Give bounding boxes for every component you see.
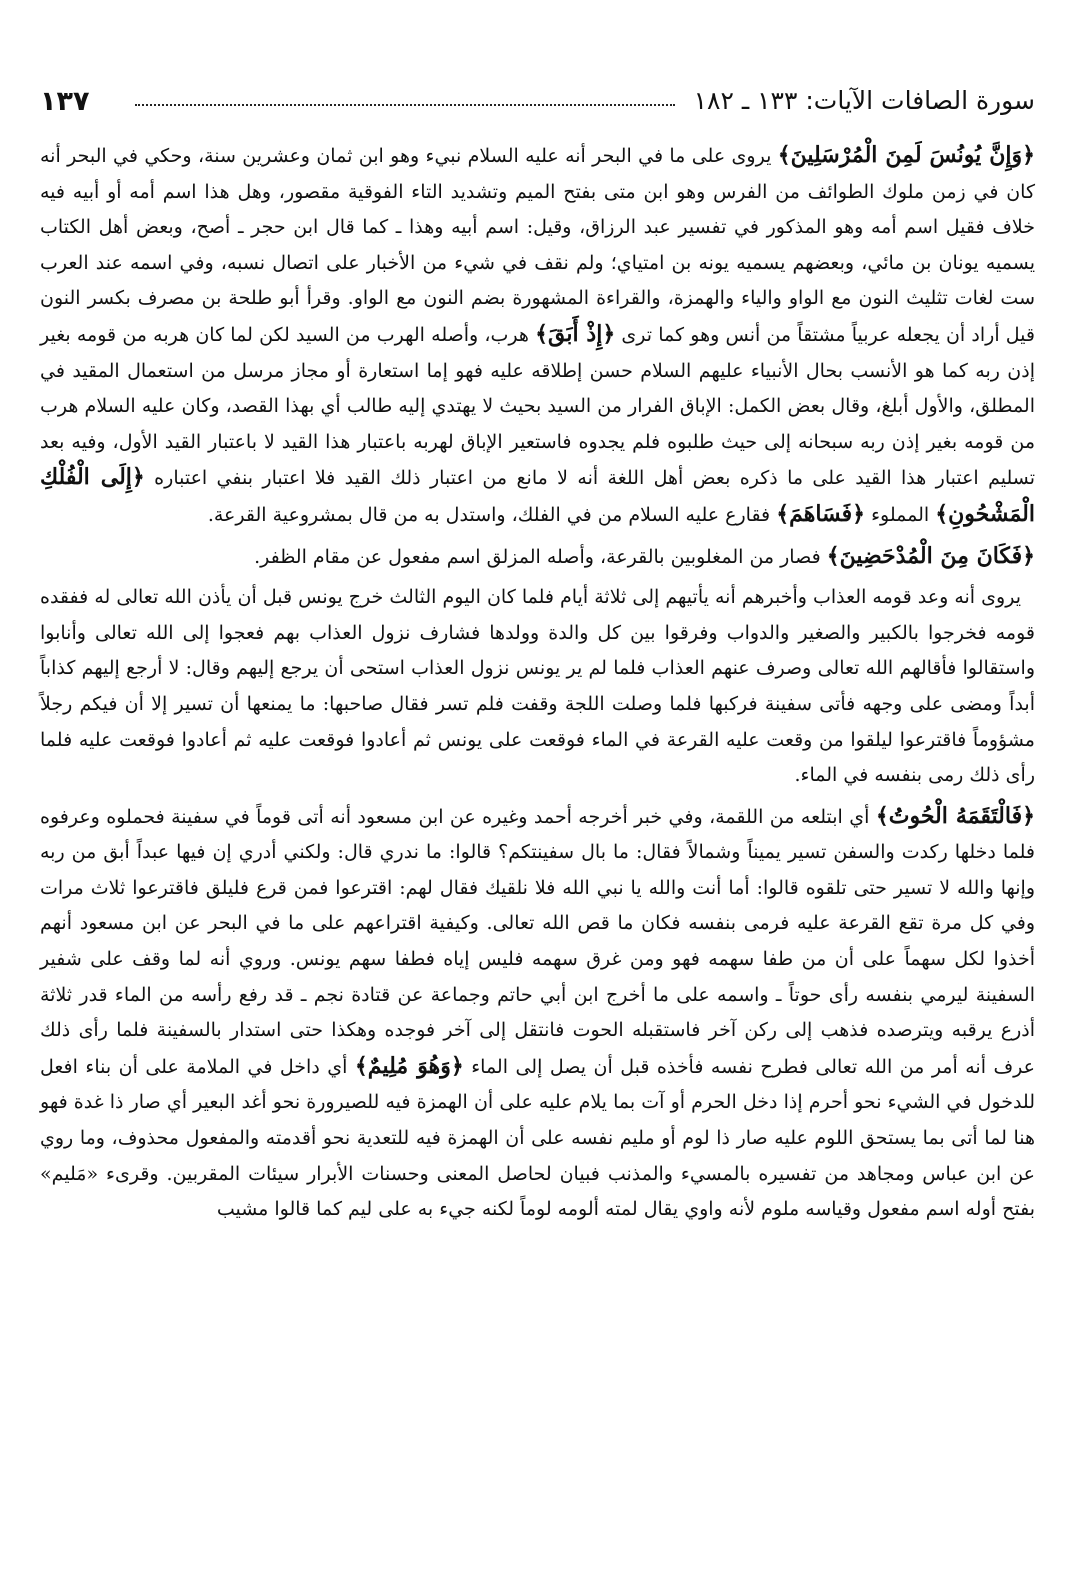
header-dot-leader: [135, 104, 675, 106]
quran-verse: ﴿فَالْتَقَمَهُ الْحُوتُ﴾: [875, 802, 1035, 829]
paragraph: [40, 138, 1035, 534]
commentary-text: يروى أنه وعد قومه العذاب وأخبرهم أنه يأتيهم إلى ثلاثة أيام فلما كان اليوم الثالث خرج يونس قبل أن يأذن الله تعالى له ففقده قومه فخرجوا بالكبير والصغير والدواب وفرقوا بين كل والدة وولدها فشارف نزول العذاب بهم فعجوا إلى الله تعالى وأنابوا واستقالوا فأقالهم الله تعالى وصرف عنهم العذاب فلما لم ير يونس نزول العذاب استحى أن يرجع إليهم وقال: لا أرجع إليهم كذاباً أبداً ومضى على وجهه فأتى سفينة فركبها فلما وصلت اللجة وقفت فلم تسر فقال صاحبها: ما يمنعها أن تسير إلا أن فيكم رجلاً مشؤوماً فاقترعوا ليلقوا من وقعت عليه القرعة في الماء فوقعت على يونس ثم أعادوا فوقعت عليه ثم أعادوا فوقعت عليه فلما رأى ذلك رمى بنفسه في الماء.: [40, 586, 1035, 787]
paragraph: [40, 799, 1035, 1228]
body-text: [40, 138, 1035, 1228]
quran-verse: ﴿إِلَى الْفُلْكِ الْمَشْحُونِ﴾: [40, 464, 1035, 527]
quran-verse: ﴿وَإِنَّ يُونُسَ لَمِنَ الْمُرْسَلِينَ﴾: [777, 142, 1035, 168]
commentary-text: فقارع عليه السلام من في الفلك، واستدل به من قال بمشروعية القرعة.: [207, 503, 777, 526]
chapter-title: سورة الصافات الآيات: ١٣٣ ـ ١٨٢: [693, 86, 1035, 115]
paragraph: [40, 580, 1035, 794]
commentary-text: أي داخل في الملامة على أن بناء افعل للدخول في الشيء نحو أحرم إذا دخل الحرم أو آت بما يلام عليه على أن الهمزة فيه للصيرورة نحو أغد البعير أي صار ذا غدة فهو هنا لما أتى بما يستحق اللوم عليه صار ذا لوم أو مليم نفسه على أن الهمزة فيه للتعدية نحو أقدمته والمفعول محذوف، وما روي عن ابن عباس ومجاهد من تفسيره بالمسيء والمذنب فبيان لحاصل المعنى وحسنات الأبرار سيئات المقربين. وقرىء «مَليم» بفتح أوله اسم مفعول وقياسه ملوم لأنه واوي يقال لمته ألومه لوماً لكنه جيء به على ليم كما قالوا مشيب: [40, 1055, 1035, 1221]
page-number: ١٣٧: [40, 86, 90, 117]
paragraph: [40, 539, 1035, 576]
quran-verse: ﴿فَسَاهَمَ﴾: [776, 500, 866, 527]
commentary-text: أي ابتلعه من اللقمة، وفي خبر أخرجه أحمد وغيره عن ابن مسعود أنه أتى قوماً في سفينة فحملوه وعرفوه فلما دخلها ركدت والسفن تسير يميناً وشمالاً فقال: ما بال سفينتكم؟ قالوا: ما ندري قال: ولكني أدري إن فيها عبداً أبق من ربه وإنها والله لا تسير حتى تلقوه قالوا: أما أنت والله يا نبي الله فلا نلقيك فقال لهم: اقترعوا فمن قرع فليلق فاقترعوا ثلاث مرات وفي كل مرة تقع القرعة عليه فرمى بنفسه فكان ما قص الله تعالى. وكيفية اقتراعهم على ما في البحر عن ابن مسعود أنهم أخذوا لكل سهماً على أن من طفا سهمه فهو ومن غرق سهمه فليس إياه فطفا سهم يونس. وروي أنه لما وقف على شفير السفينة ليرمي بنفسه رأى حوتاً ـ واسمه على ما أخرج ابن أبي حاتم وجماعة عن قتادة نجم ـ قد رفع رأسه من الماء قدر ثلاثة أذرع يرقبه ويترصده فذهب إلى ركن آخر فاستقبله الحوت فانتقل إلى آخر فوجده وهكذا حتى استدار بالسفينة فلما رأى ذلك عرف أنه أمر من الله تعالى فطرح نفسه فأخذه قبل أن يصل إلى الماء: [40, 805, 1035, 1078]
running-header: [40, 82, 1035, 122]
commentary-text: هرب، وأصله الهرب من السيد لكن لما كان هربه من قومه بغير إذن ربه كما هو الأنسب بحال الأنبياء عليهم السلام حسن إطلاقه عليه فهو إما استعارة أو مجاز مرسل من استعمال المقيد في المطلق، والأول أبلغ، وقال بعض الكمل: الإباق الفرار من السيد بحيث لا يهتدي إليه طالب أي بهذا القصد، وكان عليه السلام هرب من قومه بغير إذن ربه سبحانه إلى حيث طلبوه فلم يجدوه فاستعير الإباق لهربه باعتبار هذا القيد لا باعتبار القيد الأول، وفيه بعد تسليم اعتبار هذا القيد على ما ذكره بعض أهل اللغة أنه لا مانع من اعتبار ذلك القيد فلا اعتبار بنفي اعتباره: [40, 323, 1035, 490]
commentary-text: المملوء: [865, 503, 936, 526]
quran-verse: ﴿فَكَانَ مِنَ الْمُدْحَضِينَ﴾: [826, 542, 1035, 569]
quran-verse: ﴿وَهُوَ مُلِيمٌ﴾: [354, 1052, 464, 1079]
commentary-text: فصار من المغلوبين بالقرعة، وأصله المزلق اسم مفعول عن مقام الظفر.: [254, 545, 827, 568]
commentary-text: يروى على ما في البحر أنه عليه السلام نبيء وهو ابن ثمان وعشرين سنة، وحكي في البحر أنه كان في زمن ملوك الطوائف من الفرس وهو ابن متى بفتح الميم وتشديد التاء الفوقية مقصور، وهل هذا اسم أمه أو أبيه فيه خلاف فقيل اسم أمه وهو المذكور في تفسير عبد الرزاق، وقيل: اسم أبيه وهذا ـ كما قال ابن حجر ـ أصح، وبعض أهل الكتاب يسميه يونان بن مائي، وبعضهم يسميه يونه بن امتياي؛ ولم نقف في شيء من الأخبار على اتصال نسبه، وفي اسمه عند العرب ست لغات تثليث النون مع الواو والياء والهمزة، والقراءة المشهورة بضم النون مع الواو. وقرأ أبو طلحة بن مصرف بكسر النون قيل أراد أن يجعله عربياً مشتقاً من أنس وهو كما ترى: [40, 145, 1035, 346]
quran-verse: ﴿إِذْ أَبَقَ﴾: [535, 320, 616, 347]
